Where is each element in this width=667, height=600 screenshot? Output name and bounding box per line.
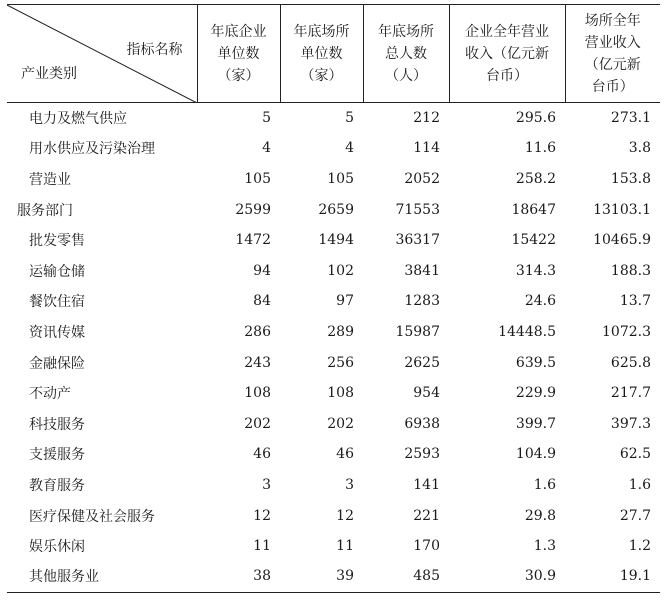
value-cell: 1.6 xyxy=(628,476,651,493)
value-cell: 2599 xyxy=(235,201,271,218)
table-row xyxy=(7,225,660,256)
industry-name-cell: 支援服务 xyxy=(29,447,85,464)
industry-name-cell: 资讯传媒 xyxy=(29,324,85,341)
industry-name-cell: 教育服务 xyxy=(29,477,85,494)
table-row xyxy=(7,194,660,225)
value-cell: 15422 xyxy=(511,232,556,249)
value-cell: 15987 xyxy=(395,323,440,340)
value-cell: 212 xyxy=(413,110,440,127)
value-cell: 94 xyxy=(253,262,271,279)
value-cell: 954 xyxy=(413,385,440,402)
industry-name-cell: 不动产 xyxy=(29,386,71,403)
value-cell: 2052 xyxy=(404,170,440,187)
value-cell: 30.9 xyxy=(449,561,565,592)
value-cell: 36317 xyxy=(395,232,440,249)
value-cell: 4 xyxy=(345,140,354,157)
value-cell: 12 xyxy=(253,507,271,524)
industry-name-cell: 用水供应及污染治理 xyxy=(29,141,155,158)
table-row xyxy=(7,561,660,592)
industry-statistics-table xyxy=(7,4,660,593)
value-cell: 38 xyxy=(197,561,280,592)
column-header-employees: 年底场所 总人数 （人） xyxy=(363,5,449,103)
table-row xyxy=(7,531,660,562)
value-cell: 46 xyxy=(336,446,354,463)
value-cell: 289 xyxy=(327,323,354,340)
value-cell: 639.5 xyxy=(515,354,556,371)
value-cell: 1.3 xyxy=(533,538,556,555)
industry-name-cell: 电力及燃气供应 xyxy=(29,111,127,128)
table-row xyxy=(7,408,660,439)
value-cell: 295.6 xyxy=(515,110,556,127)
value-cell: 114 xyxy=(413,140,440,157)
value-cell: 273.1 xyxy=(610,110,651,127)
table-row xyxy=(7,439,660,470)
value-cell: 202 xyxy=(244,415,271,432)
industry-name-cell: 批发零售 xyxy=(29,233,85,250)
value-cell: 202 xyxy=(327,415,354,432)
value-cell: 2625 xyxy=(404,354,440,371)
value-cell: 11 xyxy=(253,538,271,555)
value-cell: 1494 xyxy=(318,232,354,249)
value-cell: 13.7 xyxy=(619,293,651,310)
industry-name-cell: 营造业 xyxy=(29,171,71,188)
statistics-table-container xyxy=(7,4,660,593)
value-cell: 243 xyxy=(244,354,271,371)
value-cell: 11.6 xyxy=(524,140,556,157)
table-row xyxy=(7,317,660,348)
value-cell: 258.2 xyxy=(515,170,556,187)
value-cell: 105 xyxy=(327,170,354,187)
value-cell: 5 xyxy=(262,110,271,127)
value-cell: 229.9 xyxy=(515,385,556,402)
value-cell: 3.8 xyxy=(628,140,651,157)
value-cell: 485 xyxy=(363,561,449,592)
column-header-enterprise-revenue: 企业全年营业 收入（亿元新 台币） xyxy=(449,5,565,103)
value-cell: 102 xyxy=(327,262,354,279)
corner-header-cell xyxy=(7,5,197,103)
value-cell: 3 xyxy=(262,476,271,493)
value-cell: 3 xyxy=(345,476,354,493)
value-cell: 24.6 xyxy=(524,293,556,310)
table-row xyxy=(7,286,660,317)
value-cell: 2659 xyxy=(318,201,354,218)
value-cell: 27.7 xyxy=(619,507,651,524)
value-cell: 29.8 xyxy=(524,507,556,524)
value-cell: 1.6 xyxy=(533,476,556,493)
table-row xyxy=(7,378,660,409)
value-cell: 1.2 xyxy=(628,538,651,555)
value-cell: 217.7 xyxy=(610,385,651,402)
value-cell: 188.3 xyxy=(610,262,651,279)
industry-name-cell: 运输仓储 xyxy=(29,263,85,280)
value-cell: 10465.9 xyxy=(593,232,651,249)
table-row xyxy=(7,500,660,531)
value-cell: 104.9 xyxy=(515,446,556,463)
value-cell: 399.7 xyxy=(515,415,556,432)
value-cell: 84 xyxy=(253,293,271,310)
value-cell: 314.3 xyxy=(515,262,556,279)
value-cell: 5 xyxy=(345,110,354,127)
header-row xyxy=(7,5,660,103)
value-cell: 1072.3 xyxy=(602,323,651,340)
table-body xyxy=(7,103,660,593)
industry-name-cell: 餐饮住宿 xyxy=(29,294,85,311)
value-cell: 286 xyxy=(244,323,271,340)
industry-name-cell: 金融保险 xyxy=(29,355,85,372)
industry-name-cell: 娱乐休闲 xyxy=(29,539,85,556)
column-header-establishment-revenue: 场所全年 营业收入 （亿元新 台币） xyxy=(565,5,660,103)
value-cell: 11 xyxy=(336,538,354,555)
value-cell: 397.3 xyxy=(610,415,651,432)
value-cell: 105 xyxy=(244,170,271,187)
industry-name-cell: 其他服务业 xyxy=(7,561,197,592)
indicator-name-label: 指标名称 xyxy=(126,42,183,58)
value-cell: 2593 xyxy=(404,446,440,463)
value-cell: 3841 xyxy=(404,262,440,279)
table-row xyxy=(7,164,660,195)
value-cell: 46 xyxy=(253,446,271,463)
value-cell: 221 xyxy=(413,507,440,524)
industry-category-label: 产业类别 xyxy=(21,66,77,82)
value-cell: 19.1 xyxy=(565,561,660,592)
value-cell: 256 xyxy=(327,354,354,371)
value-cell: 62.5 xyxy=(619,446,651,463)
value-cell: 1472 xyxy=(235,232,271,249)
value-cell: 153.8 xyxy=(610,170,651,187)
value-cell: 141 xyxy=(413,476,440,493)
value-cell: 71553 xyxy=(395,201,440,218)
industry-name-cell: 服务部门 xyxy=(17,202,73,219)
value-cell: 108 xyxy=(244,385,271,402)
value-cell: 108 xyxy=(327,385,354,402)
industry-name-cell: 科技服务 xyxy=(29,416,85,433)
table-row xyxy=(7,470,660,501)
column-header-enterprise-units: 年底企业 单位数 （家） xyxy=(197,5,280,103)
table-row xyxy=(7,133,660,164)
value-cell: 625.8 xyxy=(610,354,651,371)
value-cell: 12 xyxy=(336,507,354,524)
column-header-establishment-units: 年底场所 单位数 （家） xyxy=(280,5,363,103)
industry-name-cell: 医疗保健及社会服务 xyxy=(29,508,155,525)
value-cell: 18647 xyxy=(511,201,556,218)
table-row xyxy=(7,255,660,286)
value-cell: 97 xyxy=(336,293,354,310)
value-cell: 4 xyxy=(262,140,271,157)
value-cell: 170 xyxy=(413,538,440,555)
value-cell: 13103.1 xyxy=(593,201,651,218)
value-cell: 1283 xyxy=(404,293,440,310)
table-row xyxy=(7,347,660,378)
value-cell: 39 xyxy=(280,561,363,592)
table-row xyxy=(7,103,660,134)
value-cell: 14448.5 xyxy=(498,323,556,340)
value-cell: 6938 xyxy=(404,415,440,432)
